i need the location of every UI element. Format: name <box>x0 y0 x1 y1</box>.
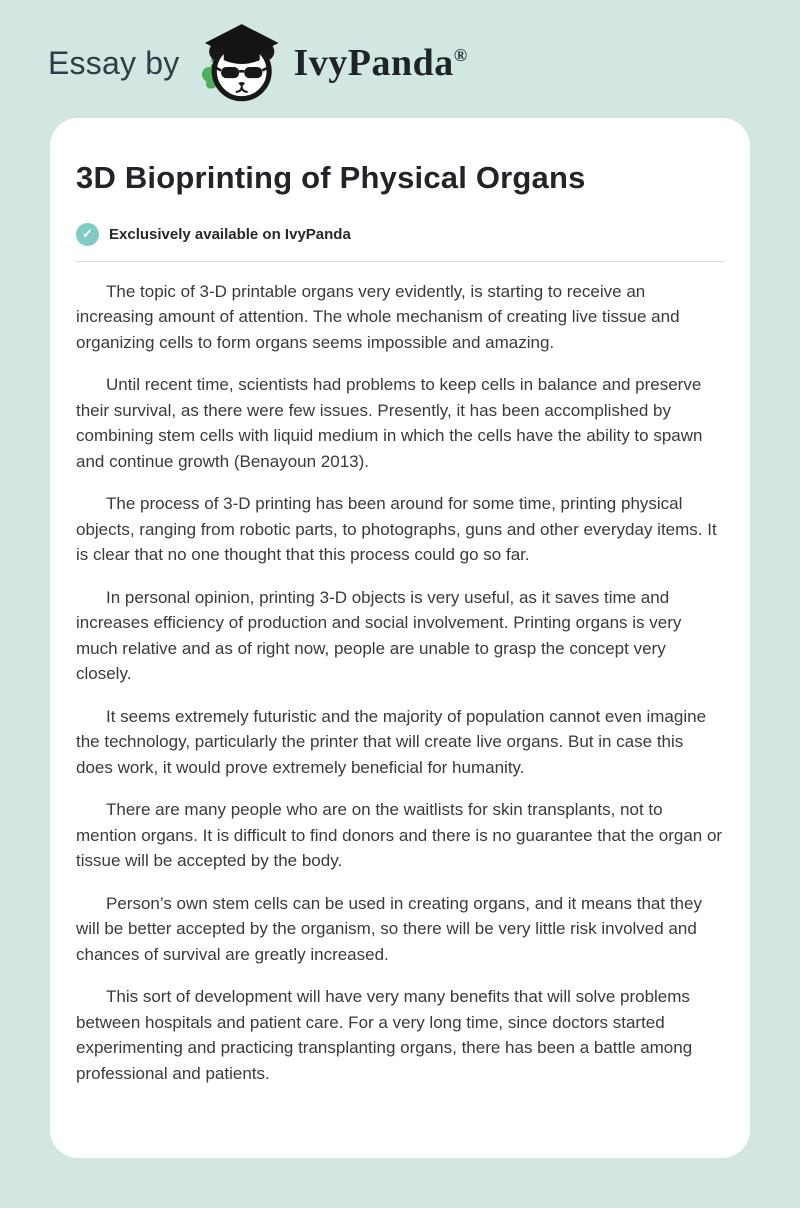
essay-paragraph: The topic of 3-D printable organs very evidently, is starting to receive an increasing amount of attention. The whole mechanism of creating live tissue and organizing cells to form organs seems impossible and amazing. <box>76 281 680 352</box>
essay-card <box>50 118 750 1158</box>
essay-paragraph: The process of 3-D printing has been around for some time, printing physical objects, ranging from robotic parts, to photographs, guns and other everyday items. It is clear that no one thought that this process could go so far. <box>76 494 717 565</box>
essay-paragraph: There are many people who are on the waitlists for skin transplants, not to mention organs. It is difficult to find donors and there is no guarantee that the organ or tissue will be accepted by the body. <box>76 800 723 871</box>
divider <box>76 261 724 262</box>
check-icon: ✓ <box>76 223 99 246</box>
exclusivity-badge-label: Exclusively available on IvyPanda <box>109 225 351 243</box>
page-title: 3D Bioprinting of Physical Organs <box>76 160 586 195</box>
ivypanda-brand-wordmark: IvyPanda® <box>293 42 468 84</box>
essay-paragraph: It seems extremely futuristic and the majority of population cannot even imagine the technology, particularly the printer that will create live organs. But in case this does work, it would prove extremely beneficial for humanity. <box>76 706 707 777</box>
essay-paragraph: Person’s own stem cells can be used in creating organs, and it means that they will be better accepted by the organism, so there will be very little risk involved and chances of survival are greatly increased. <box>76 893 702 964</box>
essay-body <box>76 279 724 1087</box>
exclusivity-badge <box>76 223 724 246</box>
registered-trademark-symbol: ® <box>453 45 468 65</box>
essay-paragraph: Until recent time, scientists had problems to keep cells in balance and preserve their survival, as there were few issues. Presently, it has been accomplished by combining stem cells with liquid medium in which the cells have the ability to spawn and continue growth (Benayoun 2013). <box>76 375 703 471</box>
page-header <box>0 0 800 100</box>
sunglasses-icon <box>222 67 240 78</box>
ivypanda-panda-graduate-logo-icon <box>195 19 285 103</box>
essay-by-label: Essay by <box>48 44 180 81</box>
essay-paragraph: In personal opinion, printing 3-D objects is very useful, as it saves time and increases efficiency of production and social involvement. Printing organs is very much relative and as of right now, people are unable to grasp the concept very closely. <box>76 587 682 684</box>
essay-paragraph: This sort of development will have very many benefits that will solve problems between hospitals and patient care. For a very long time, since doctors started experimenting and practicing transplanting organs, there has been a battle among professional and patients. <box>76 987 693 1083</box>
